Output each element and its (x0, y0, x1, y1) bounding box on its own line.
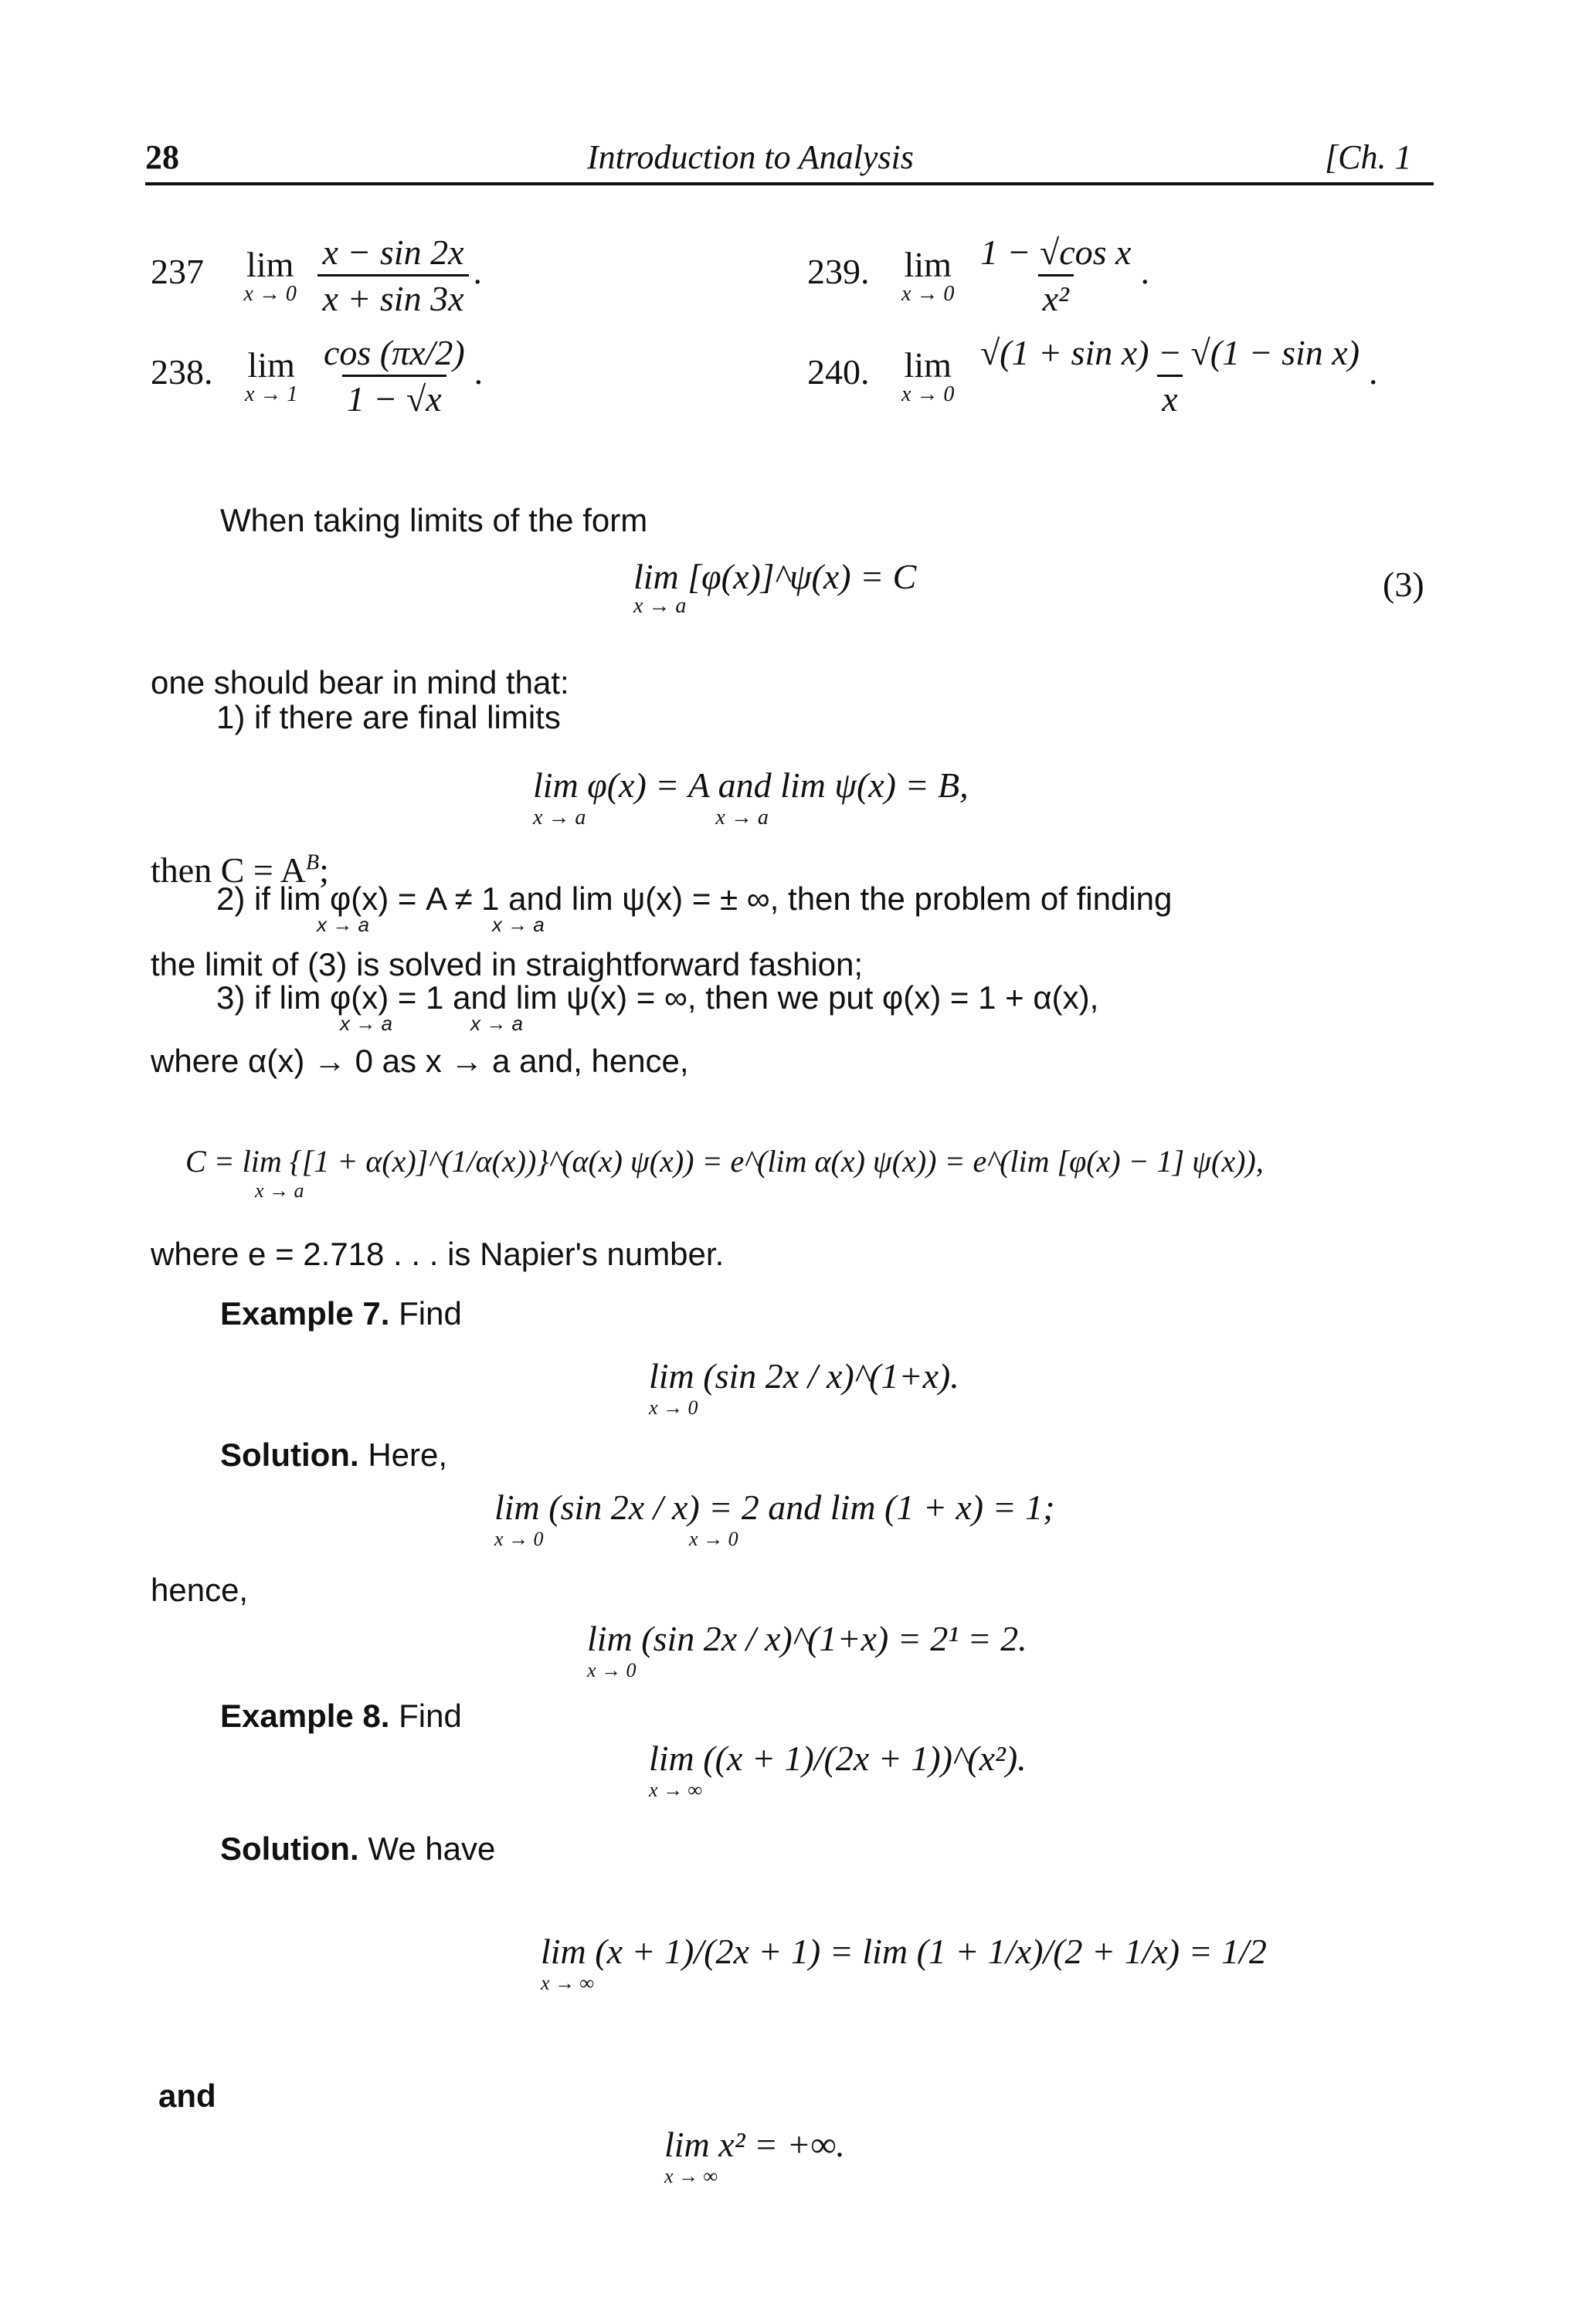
napier-text: where e = 2.718 . . . is Napier's number. (151, 1236, 725, 1272)
numerator: x − sin 2x (322, 232, 464, 272)
denominator: x² (1038, 274, 1074, 319)
solution-8-last-expr: lim x² = +∞. (664, 2125, 845, 2164)
running-title: Introduction to Analysis (587, 138, 914, 176)
then-sup: B (306, 850, 320, 875)
solution-8-formula-sub: x → ∞ (541, 1972, 595, 1994)
and-text: and (158, 2078, 216, 2114)
example-8-formula-sub: x → ∞ (649, 1779, 703, 1801)
case-2-line2: the limit of (3) is solved in straightforward fashion; (151, 946, 864, 982)
numerator: cos (πx/2) (323, 333, 465, 372)
example-8-formula (649, 1738, 1027, 1802)
then-text: then C = A (151, 850, 307, 890)
formula-3-sub: x → a (633, 594, 687, 618)
example-7-text: Find (399, 1295, 462, 1332)
solution-8-last (664, 2124, 845, 2188)
case-2-subs: x → a x → a (317, 913, 545, 936)
case-1-formula-subs: x → a x → a (533, 806, 769, 830)
problem-number: 238. (151, 352, 213, 392)
denominator: x (1157, 375, 1182, 419)
solution-8-label: Solution. (220, 1830, 359, 1867)
lim-subscript: x → 0 (901, 382, 955, 406)
denominator: 1 − √x (342, 375, 446, 419)
case-3 (216, 979, 1098, 1036)
C-formula (185, 1143, 1264, 1203)
intro-text: When taking limits of the form (220, 502, 648, 538)
solution-8-formula-expr: lim (x + 1)/(2x + 1) = lim (1 + 1/x)/(2 + 1/x) = 1/2 (541, 1932, 1267, 1971)
C-formula-expr: C = lim {[1 + α(x)]^(1/α(x))}^(α(x) ψ(x)) = e^(lim α(x) ψ(x)) = e^(lim [φ(x) − 1] ψ(x)), (185, 1144, 1264, 1179)
case-3-line2: where α(x) → 0 as x → a and, hence, (151, 1043, 689, 1079)
page-number: 28 (145, 138, 179, 176)
solution-7-result-sub: x → 0 (587, 1659, 637, 1681)
solution-8-last-sub: x → ∞ (664, 2165, 718, 2187)
problem-number: 239. (807, 252, 870, 292)
then-end: ; (319, 850, 329, 890)
problem-240: 240. lim x → 0 $\frac{\text{√(1 + sin x) − √(1 − sin x)}}{x}$ . (807, 333, 1378, 419)
lim-subscript: x → 1 (245, 382, 298, 406)
problem-number: 240. (807, 352, 870, 392)
solution-8-formula (541, 1931, 1267, 1995)
example-8-heading (220, 1698, 462, 1735)
case-3-line1: 3) if lim φ(x) = 1 and lim ψ(x) = ∞, then we put φ(x) = 1 + α(x), (216, 979, 1099, 1016)
lim-subscript: x → 0 (243, 282, 297, 306)
case-1: 1) if there are final limits (216, 699, 561, 735)
case-1-formula (533, 765, 969, 830)
example-8-text: Find (399, 1698, 462, 1734)
example-7-formula (649, 1355, 959, 1420)
C-formula-sub: x → a (255, 1179, 304, 1202)
formula-3-expr: lim [φ(x)]^ψ(x) = C (633, 557, 917, 596)
problem-239: 239. lim x → 0 $\frac{\text{1 − √cos x}}{\text{x²}}$ . (807, 232, 1149, 318)
case-1-formula-expr: lim φ(x) = A and lim ψ(x) = B, (533, 765, 969, 805)
solution-8-text: We have (368, 1830, 496, 1867)
problem-237: 237 lim x → 0 $\frac{x - \sin 2x}{x + \sin 3x}$ . (151, 232, 482, 318)
header-rule (145, 182, 1434, 185)
solution-7-result-expr: lim (sin 2x / x)^(1+x) = 2¹ = 2. (587, 1619, 1027, 1658)
solution-7-formula-subs: x → 0 x → 0 (494, 1528, 738, 1550)
numerator: √(1 + sin x) − √(1 − sin x) (979, 333, 1360, 372)
solution-7-formula-expr: lim (sin 2x / x) = 2 and lim (1 + x) = 1; (494, 1488, 1055, 1527)
numerator: 1 − √cos x (979, 232, 1132, 272)
lim-subscript: x → 0 (901, 282, 955, 306)
solution-7-heading (220, 1437, 447, 1474)
solution-7-label: Solution. (220, 1437, 359, 1473)
example-7-formula-expr: lim (sin 2x / x)^(1+x). (649, 1356, 959, 1396)
example-7-heading (220, 1295, 462, 1332)
denominator: x + sin 3x (317, 274, 468, 319)
case-2-line1: 2) if lim φ(x) = A ≠ 1 and lim ψ(x) = ± ∞, then the problem of finding (216, 880, 1173, 917)
example-8-label: Example 8. (220, 1698, 390, 1734)
formula-3 (633, 556, 924, 619)
example-8-formula-expr: lim ((x + 1)/(2x + 1))^(x²). (649, 1739, 1027, 1778)
case-3-subs: x → a x → a (340, 1012, 523, 1035)
example-7-formula-sub: x → 0 (649, 1396, 698, 1419)
solution-7-text: Here, (368, 1437, 448, 1473)
case-2 (216, 880, 1172, 937)
mind-text: one should bear in mind that: (151, 664, 569, 701)
hence-text: hence, (151, 1572, 249, 1608)
chapter-label: [Ch. 1 (1325, 138, 1412, 176)
solution-8-heading (220, 1830, 495, 1868)
formula-3-tag: (3) (1383, 565, 1424, 604)
problem-238: 238. lim x → 1 $\frac{\cos (\pi x/2)}{1 - √x}$ . (151, 333, 484, 419)
solution-7-formula (494, 1487, 1055, 1551)
solution-7-result (587, 1618, 1027, 1682)
problem-number: 237 (151, 252, 204, 292)
example-7-label: Example 7. (220, 1295, 390, 1332)
